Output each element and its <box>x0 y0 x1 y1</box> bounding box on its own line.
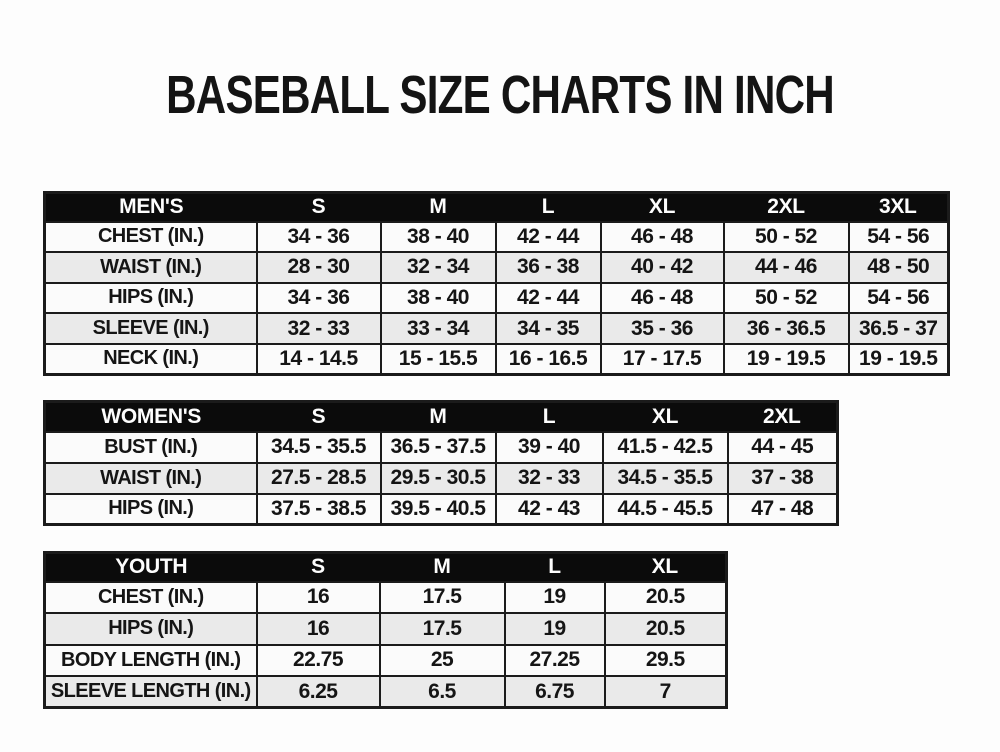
size-header: M <box>380 553 505 582</box>
value-cell: 34.5 - 35.5 <box>257 432 381 463</box>
row-label: WAIST (IN.) <box>45 463 257 494</box>
group-label: WOMEN'S <box>45 402 257 432</box>
value-cell: 36.5 - 37 <box>849 313 949 344</box>
value-cell: 37 - 38 <box>728 463 838 494</box>
value-cell: 19 <box>505 582 605 614</box>
row-label: HIPS (IN.) <box>45 494 257 525</box>
value-cell: 7 <box>605 676 727 708</box>
value-cell: 50 - 52 <box>724 222 849 253</box>
value-cell: 36.5 - 37.5 <box>381 432 496 463</box>
value-cell: 17.5 <box>380 613 505 645</box>
value-cell: 41.5 - 42.5 <box>603 432 728 463</box>
size-header: S <box>257 193 381 222</box>
page-title-text: BASEBALL SIZE CHARTS IN INCH <box>166 65 834 125</box>
value-cell: 20.5 <box>605 613 727 645</box>
value-cell: 19 - 19.5 <box>724 344 849 375</box>
value-cell: 38 - 40 <box>381 283 496 314</box>
value-cell: 44 - 46 <box>724 252 849 283</box>
value-cell: 34.5 - 35.5 <box>603 463 728 494</box>
row-label: HIPS (IN.) <box>45 613 257 645</box>
row-label: NECK (IN.) <box>45 344 257 375</box>
value-cell: 16 <box>257 613 380 645</box>
row-label: CHEST (IN.) <box>45 582 257 614</box>
value-cell: 36 - 36.5 <box>724 313 849 344</box>
value-cell: 16 <box>257 582 380 614</box>
value-cell: 44 - 45 <box>728 432 838 463</box>
value-cell: 37.5 - 38.5 <box>257 494 381 525</box>
value-cell: 17 - 17.5 <box>601 344 724 375</box>
size-header: 2XL <box>724 193 849 222</box>
value-cell: 34 - 36 <box>257 283 381 314</box>
row-label: BODY LENGTH (IN.) <box>45 645 257 677</box>
table-header-row <box>45 402 838 432</box>
size-grid <box>43 191 950 376</box>
value-cell: 27.25 <box>505 645 605 677</box>
value-cell: 19 <box>505 613 605 645</box>
table-row <box>45 222 949 253</box>
womens-size-table <box>43 400 838 526</box>
value-cell: 34 - 36 <box>257 222 381 253</box>
value-cell: 39.5 - 40.5 <box>381 494 496 525</box>
value-cell: 50 - 52 <box>724 283 849 314</box>
size-header: S <box>257 402 381 432</box>
value-cell: 32 - 34 <box>381 252 496 283</box>
youth-size-table <box>43 551 726 709</box>
value-cell: 46 - 48 <box>601 222 724 253</box>
table-row <box>45 252 949 283</box>
value-cell: 22.75 <box>257 645 380 677</box>
row-label: SLEEVE LENGTH (IN.) <box>45 676 257 708</box>
value-cell: 25 <box>380 645 505 677</box>
size-header: 2XL <box>728 402 838 432</box>
table-row <box>45 432 838 463</box>
table-header-row <box>45 193 949 222</box>
size-header: S <box>257 553 380 582</box>
value-cell: 32 - 33 <box>496 463 603 494</box>
row-label: WAIST (IN.) <box>45 252 257 283</box>
value-cell: 39 - 40 <box>496 432 603 463</box>
size-header: M <box>381 402 496 432</box>
value-cell: 42 - 43 <box>496 494 603 525</box>
value-cell: 34 - 35 <box>496 313 601 344</box>
row-label: SLEEVE (IN.) <box>45 313 257 344</box>
size-grid <box>43 400 839 526</box>
table-row <box>45 676 727 708</box>
group-label: YOUTH <box>45 553 257 582</box>
mens-size-table <box>43 191 949 376</box>
value-cell: 40 - 42 <box>601 252 724 283</box>
size-header: L <box>505 553 605 582</box>
value-cell: 33 - 34 <box>381 313 496 344</box>
size-header: M <box>381 193 496 222</box>
table-row <box>45 494 838 525</box>
size-header: L <box>496 193 601 222</box>
table-row <box>45 613 727 645</box>
row-label: HIPS (IN.) <box>45 283 257 314</box>
table-row <box>45 582 727 614</box>
table-row <box>45 313 949 344</box>
value-cell: 42 - 44 <box>496 283 601 314</box>
value-cell: 16 - 16.5 <box>496 344 601 375</box>
size-header: L <box>496 402 603 432</box>
value-cell: 6.25 <box>257 676 380 708</box>
row-label: BUST (IN.) <box>45 432 257 463</box>
value-cell: 20.5 <box>605 582 727 614</box>
value-cell: 17.5 <box>380 582 505 614</box>
value-cell: 35 - 36 <box>601 313 724 344</box>
value-cell: 6.5 <box>380 676 505 708</box>
group-label: MEN'S <box>45 193 257 222</box>
page-title <box>0 64 1000 126</box>
table-row <box>45 344 949 375</box>
table-header-row <box>45 553 727 582</box>
table-row <box>45 645 727 677</box>
value-cell: 48 - 50 <box>849 252 949 283</box>
value-cell: 28 - 30 <box>257 252 381 283</box>
value-cell: 19 - 19.5 <box>849 344 949 375</box>
value-cell: 42 - 44 <box>496 222 601 253</box>
value-cell: 54 - 56 <box>849 283 949 314</box>
size-header: XL <box>601 193 724 222</box>
size-grid <box>43 551 728 709</box>
table-row <box>45 283 949 314</box>
table-row <box>45 463 838 494</box>
value-cell: 44.5 - 45.5 <box>603 494 728 525</box>
value-cell: 36 - 38 <box>496 252 601 283</box>
value-cell: 27.5 - 28.5 <box>257 463 381 494</box>
size-header: 3XL <box>849 193 949 222</box>
row-label: CHEST (IN.) <box>45 222 257 253</box>
value-cell: 6.75 <box>505 676 605 708</box>
value-cell: 47 - 48 <box>728 494 838 525</box>
value-cell: 46 - 48 <box>601 283 724 314</box>
size-header: XL <box>603 402 728 432</box>
value-cell: 38 - 40 <box>381 222 496 253</box>
size-header: XL <box>605 553 727 582</box>
value-cell: 14 - 14.5 <box>257 344 381 375</box>
value-cell: 29.5 - 30.5 <box>381 463 496 494</box>
value-cell: 29.5 <box>605 645 727 677</box>
value-cell: 15 - 15.5 <box>381 344 496 375</box>
value-cell: 54 - 56 <box>849 222 949 253</box>
value-cell: 32 - 33 <box>257 313 381 344</box>
